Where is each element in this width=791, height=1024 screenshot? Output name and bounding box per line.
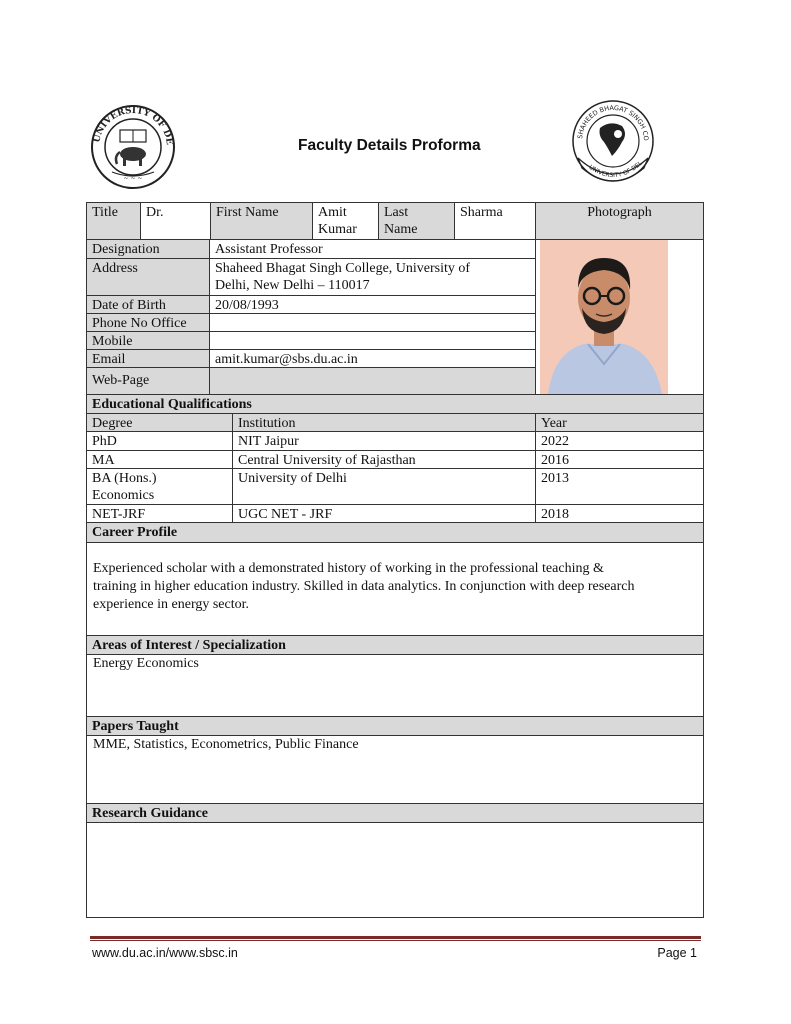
last-name-value: Sharma bbox=[460, 205, 503, 220]
table-row-institution bbox=[233, 505, 536, 523]
education-col-year bbox=[536, 414, 703, 432]
mobile-value-cell bbox=[210, 332, 536, 350]
education-col-institution-label: Institution bbox=[238, 416, 296, 431]
table-row-institution bbox=[233, 451, 536, 469]
mobile-label: Mobile bbox=[92, 334, 133, 349]
interests-text: Energy Economics bbox=[93, 656, 199, 671]
table-row-degree bbox=[87, 432, 233, 451]
page-title: Faculty Details Proforma bbox=[298, 137, 481, 154]
title-label: Title bbox=[92, 205, 118, 220]
title-label-cell bbox=[87, 203, 141, 240]
institution-cell: UGC NET - JRF bbox=[238, 507, 333, 522]
table-row-degree bbox=[87, 469, 233, 505]
papers-text: MME, Statistics, Econometrics, Public Finance bbox=[93, 737, 359, 752]
webpage-label: Web-Page bbox=[92, 373, 150, 388]
first-name-line1: Amit bbox=[318, 205, 347, 220]
first-name-value-cell bbox=[313, 203, 379, 240]
designation-value-cell bbox=[210, 240, 536, 259]
dob-label: Date of Birth bbox=[92, 298, 166, 313]
email-value-cell bbox=[210, 350, 536, 368]
title-value: Dr. bbox=[146, 205, 164, 220]
dob-value-cell bbox=[210, 296, 536, 314]
institution-cell: University of Delhi bbox=[238, 471, 347, 486]
designation-label: Designation bbox=[92, 242, 160, 257]
webpage-value-cell bbox=[210, 368, 536, 395]
table-row-degree bbox=[87, 505, 233, 523]
page-number: Page 1 bbox=[657, 946, 697, 960]
email-label: Email bbox=[92, 352, 126, 367]
education-col-degree-label: Degree bbox=[92, 416, 133, 431]
phone-label-cell bbox=[87, 314, 210, 332]
last-name-label-cell bbox=[379, 203, 455, 240]
phone-value-cell bbox=[210, 314, 536, 332]
address-label: Address bbox=[92, 261, 138, 276]
footer-rule-thin bbox=[90, 940, 701, 941]
footer-website: www.du.ac.in/www.sbsc.in bbox=[92, 946, 238, 960]
dob-label-cell bbox=[87, 296, 210, 314]
sbs-college-logo bbox=[570, 98, 656, 184]
title-value-cell bbox=[141, 203, 211, 240]
institution-cell: NIT Jaipur bbox=[238, 434, 299, 449]
svg-text:UNIVERSITY OF DELHI: UNIVERSITY OF DEL bbox=[587, 159, 644, 180]
year-cell: 2018 bbox=[541, 507, 569, 522]
svg-text:SHAHEED BHAGAT SINGH COLLEGE: SHAHEED BHAGAT SINGH CO bbox=[576, 103, 651, 142]
year-cell: 2013 bbox=[541, 471, 569, 486]
education-col-institution bbox=[233, 414, 536, 432]
career-heading: Career Profile bbox=[87, 523, 703, 543]
first-name-label-cell bbox=[211, 203, 313, 240]
dob-value: 20/08/1993 bbox=[215, 298, 279, 313]
education-col-year-label: Year bbox=[541, 416, 567, 431]
table-row-institution bbox=[233, 432, 536, 451]
university-of-delhi-logo bbox=[90, 104, 176, 190]
mobile-label-cell bbox=[87, 332, 210, 350]
table-row-institution bbox=[233, 469, 536, 505]
table-row-year bbox=[536, 505, 703, 523]
photograph-label: Photograph bbox=[587, 205, 652, 220]
svg-text:~ ~ ~: ~ ~ ~ bbox=[123, 175, 143, 182]
footer-rule bbox=[90, 936, 701, 939]
career-text-line1: Experienced scholar with a demonstrated history of working in the professional teaching & bbox=[93, 561, 604, 576]
career-text-line3: experience in energy sector. bbox=[93, 597, 250, 612]
first-name-label: First Name bbox=[216, 205, 279, 220]
degree-cell: MA bbox=[92, 453, 115, 468]
interests-heading: Areas of Interest / Specialization bbox=[87, 636, 703, 655]
last-name-label-line2: Name bbox=[384, 222, 418, 237]
phone-label: Phone No Office bbox=[92, 316, 187, 331]
first-name-line2: Kumar bbox=[318, 222, 357, 237]
table-row-year bbox=[536, 469, 703, 505]
photograph-label-cell bbox=[536, 203, 703, 240]
svg-text:UNIVERSITY OF DELHI: UNIVERSITY OF DE bbox=[92, 105, 175, 146]
career-text-line2: training in higher education industry. Skilled in data analytics. In conjunction with deep research bbox=[93, 579, 635, 594]
year-cell: 2022 bbox=[541, 434, 569, 449]
degree-cell-line2: Economics bbox=[92, 488, 155, 503]
table-row-year bbox=[536, 451, 703, 469]
faculty-photograph bbox=[540, 240, 668, 394]
webpage-label-cell bbox=[87, 368, 210, 395]
papers-heading: Papers Taught bbox=[87, 717, 703, 736]
table-row-degree bbox=[87, 451, 233, 469]
table-row-year bbox=[536, 432, 703, 451]
last-name-label-line1: Last bbox=[384, 205, 409, 220]
last-name-value-cell bbox=[455, 203, 536, 240]
address-line1: Shaheed Bhagat Singh College, University of bbox=[215, 261, 471, 276]
research-heading: Research Guidance bbox=[87, 804, 703, 823]
address-label-cell bbox=[87, 259, 210, 296]
degree-cell: PhD bbox=[92, 434, 117, 449]
email-value: amit.kumar@sbs.du.ac.in bbox=[215, 352, 358, 367]
address-value-cell bbox=[210, 259, 536, 296]
designation-label-cell bbox=[87, 240, 210, 259]
year-cell: 2016 bbox=[541, 453, 569, 468]
education-col-degree bbox=[87, 414, 233, 432]
email-label-cell bbox=[87, 350, 210, 368]
designation-value: Assistant Professor bbox=[215, 242, 323, 257]
education-heading: Educational Qualifications bbox=[87, 395, 703, 414]
degree-cell: BA (Hons.) bbox=[92, 471, 157, 486]
institution-cell: Central University of Rajasthan bbox=[238, 453, 416, 468]
address-line2: Delhi, New Delhi – 110017 bbox=[215, 278, 370, 293]
degree-cell: NET-JRF bbox=[92, 507, 146, 522]
